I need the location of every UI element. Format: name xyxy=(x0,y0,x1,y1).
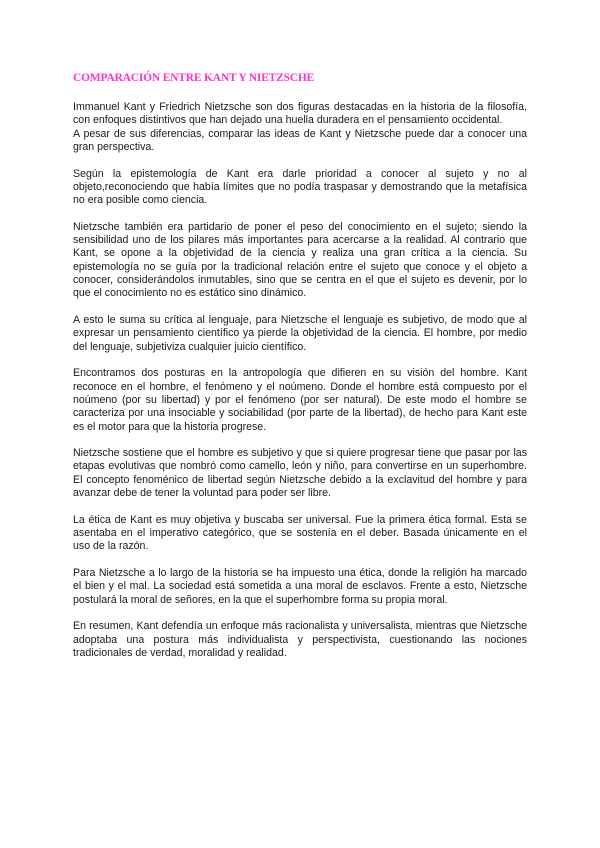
document-title: COMPARACIÓN ENTRE KANT Y NIETZSCHE xyxy=(73,72,315,84)
paragraph-conclusion: En resumen, Kant defendía un enfoque más racionalista y universalista, mientras que Nietzsche adoptaba una postura más individualista y perspectivista, cuestionando las nociones tradicionales de verdad, moralidad y realidad. xyxy=(73,620,527,659)
paragraph-kant-epistemology: Según la epistemología de Kant era darle prioridad a conocer al sujeto y no al objeto,reconociendo que había límites que no podía traspasar y demostrando que la metafísica no era posible como ciencia. xyxy=(73,167,527,207)
paragraph-nietzsche-anthropology: Nietzsche sostiene que el hombre es subjetivo y que si quiere progresar tiene que pasar por las etapas evolutivas que nombró como camello, león y niño, para convertirse en un superhombre. El concepto fenoménico de libertad según Nietzsche debido a la exclavitud del hombre y para avanzar debe de tener la voluntad para poder ser libre. xyxy=(73,447,527,500)
paragraph-kant-ethics: La ética de Kant es muy objetiva y buscaba ser universal. Fue la primera ética formal. Esta se asentaba en el imperativo categórico, que se sostenía en el deber. Basada únicamente en el uso de la razón. xyxy=(73,513,527,553)
paragraph-intro: Immanuel Kant y Friedrich Nietzsche son dos figuras destacadas en la historia de la filosofía, con enfoques distintivos que han dejado una huella duradera en el pensamiento occidental. xyxy=(73,101,527,127)
paragraph-intro-2: A pesar de sus diferencias, comparar las ideas de Kant y Nietzsche puede dar a conocer una gran perspectiva. xyxy=(73,127,527,153)
document-page xyxy=(73,71,527,660)
paragraph-nietzsche-ethics: Para Nietzsche a lo largo de la historia se ha impuesto una ética, donde la religión ha marcado el bien y el mal. La sociedad está sometida a una moral de esclavos. Frente a esto, Nietzsche postulará la moral de señores, en la que el superhombre forma su propia moral. xyxy=(73,567,527,606)
paragraph-language-critique: A esto le suma su crítica al lenguaje, para Nietzsche el lenguaje es subjetivo, de modo que al expresar un pensamiento científico ya pierde la objetividad de la ciencia. El hombre, por medio del lenguaje, subjetiviza cualquier juicio científico. xyxy=(73,314,527,353)
paragraph-nietzsche-epistemology: Nietzsche también era partidario de poner el peso del conocimiento en el sujeto; siendo la sensibilidad uno de los pilares más importantes para acercarse a la realidad. Al contrario que Kant, se opone a la objetividad de la ciencia y realiza una gran crítica a la ciencia. Su epistemología no se guía por la tradicional relación entre el sujeto que conoce y el objeto a conocer, considerándolos inmutables, sino que se centra en el que el sujeto es devenir, por lo que el conocimiento no es estático sino dinámico. xyxy=(73,220,527,300)
paragraph-kant-anthropology: Encontramos dos posturas en la antropología que difieren en su visión del hombre. Kant reconoce en el hombre, el fenómeno y el noúmeno. Donde el hombre está compuesto por el noúmeno (por su libertad) y por el fenómeno (por ser natural). De este modo el hombre se caracteriza por una insociable y sociabilidad (por parte de la libertad), de hecho para Kant este es el motor para que la historia progrese. xyxy=(73,367,527,433)
